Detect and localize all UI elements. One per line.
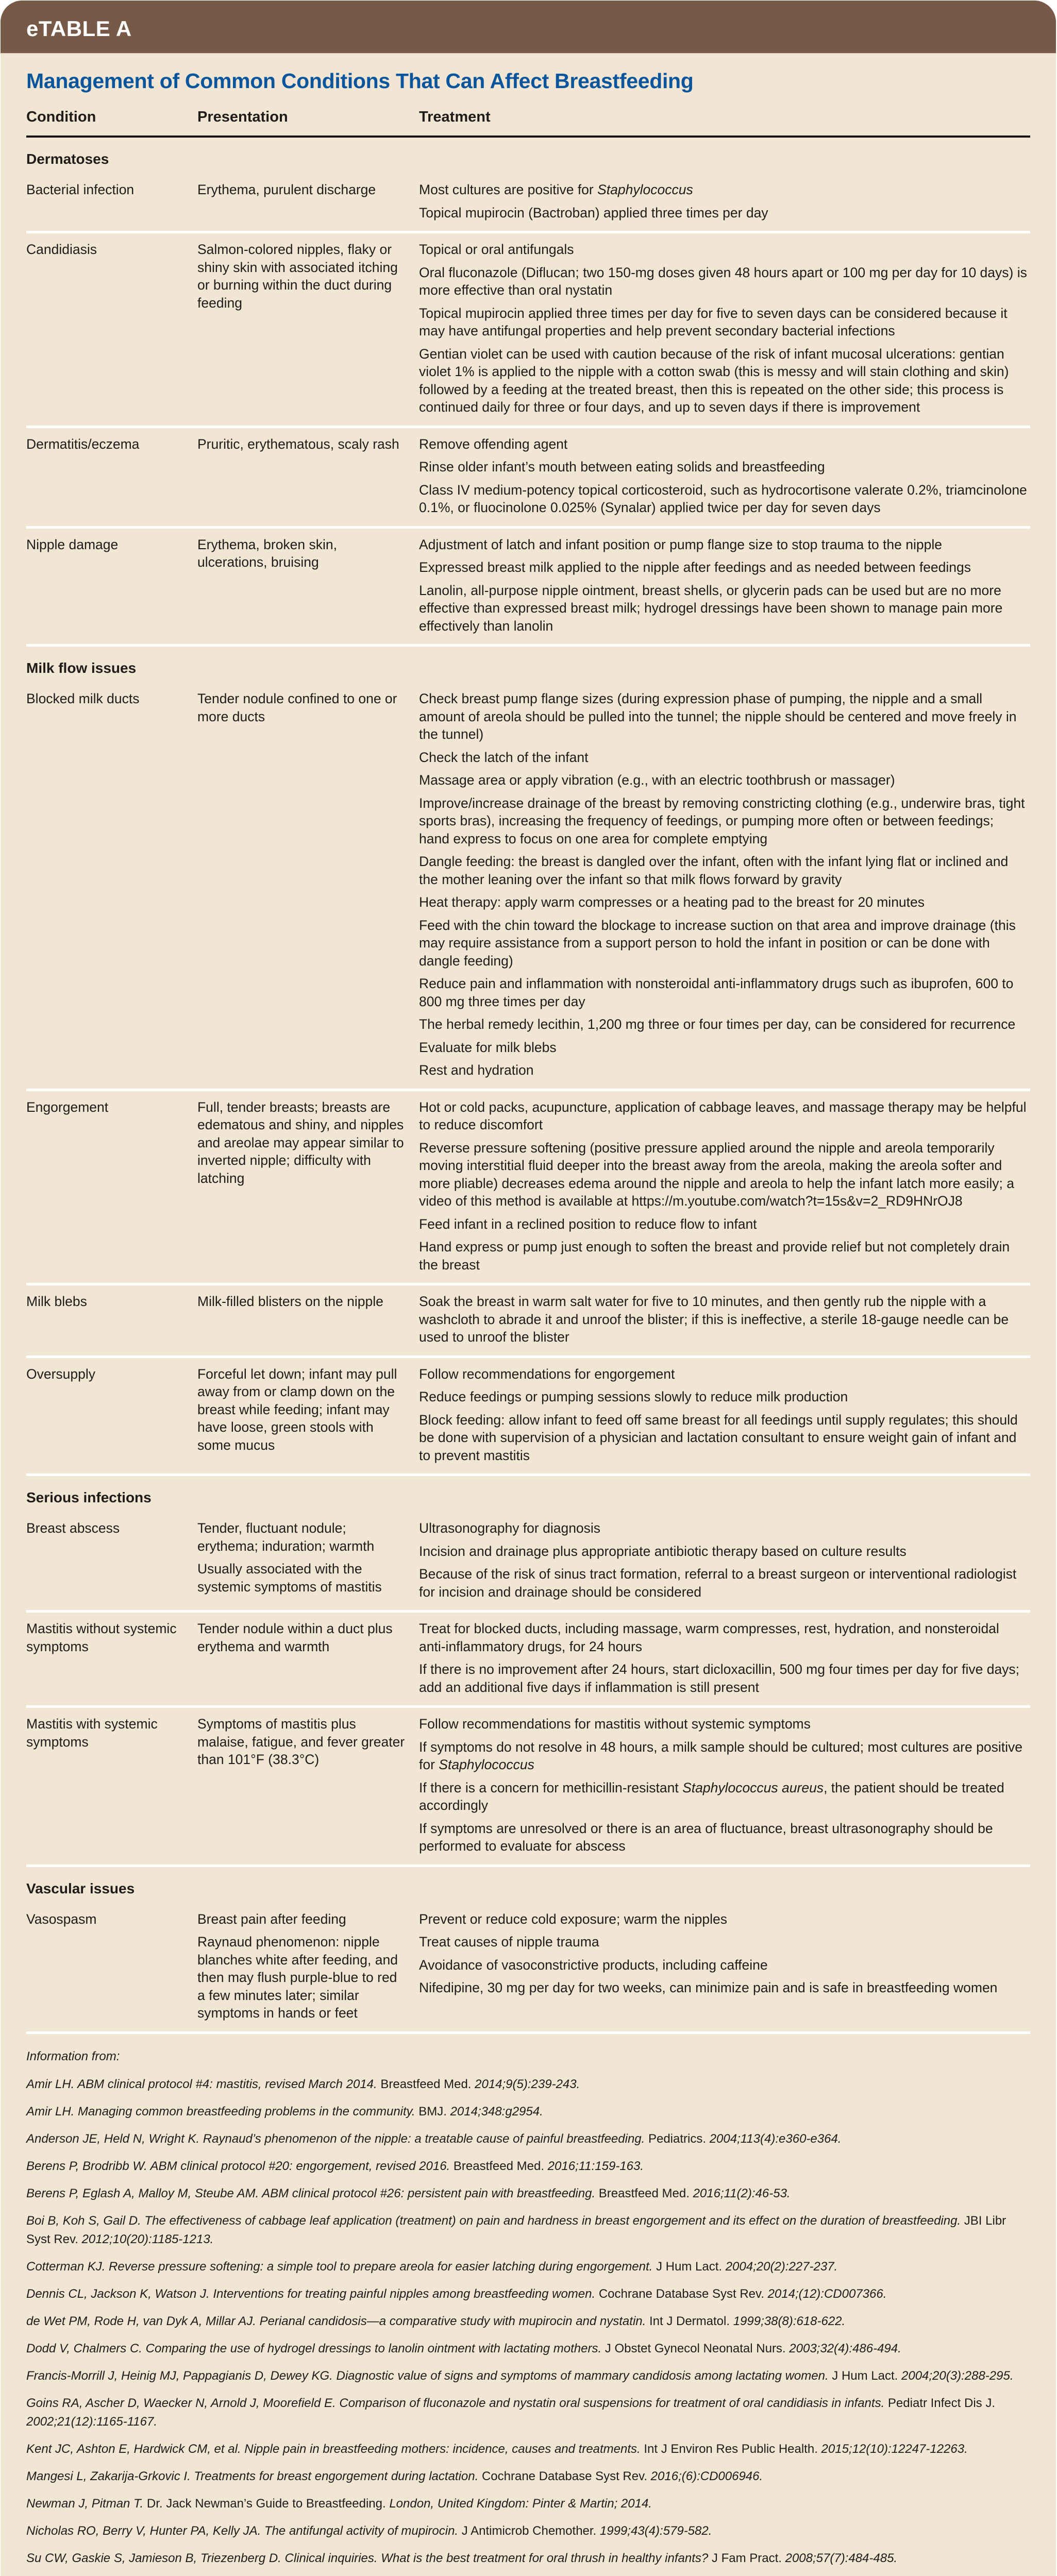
reference-item <box>26 2212 1030 2249</box>
presentation-text: Pruritic, erythematous, scaly rash <box>197 436 399 452</box>
treatment-item <box>419 1933 1030 1951</box>
treatment-item <box>419 582 1030 635</box>
treatment-item <box>419 1979 1030 1997</box>
reference-item <box>26 2549 1030 2568</box>
treatment-item <box>419 1910 1030 1928</box>
treatment-text: Follow recommendations for engorgement <box>419 1366 675 1382</box>
section-heading: Serious infections <box>26 1489 152 1505</box>
treatment-text: Feed infant in a reclined position to reduce flow to infant <box>419 1216 757 1232</box>
treatment-item <box>419 481 1030 517</box>
reference-item <box>26 2258 1030 2276</box>
treatment-text: , the patient should be treated accordingly <box>419 1780 1004 1813</box>
treatment-item <box>419 458 1030 476</box>
treatment-item <box>419 264 1030 299</box>
presentation-text: Forceful let down; infant may pull away from or clamp down on the breast while feeding; infant may have loose, green stools with some mucus <box>197 1366 397 1453</box>
reference-item <box>26 2495 1030 2513</box>
presentation-text: Raynaud phenomenon: nipple blanches white after feeding, and then may flush purple-blue to red a few minutes later; similar symptoms in hands or feet <box>197 1934 398 2021</box>
reference-italic-text: 2014;9(5):239-243. <box>475 2077 580 2091</box>
reference-text: Int J Dermatol. <box>646 2314 733 2328</box>
table-row <box>26 1357 1030 1475</box>
treatment-text: Dangle feeding: the breast is dangled over the infant, often with the infant lying flat or inclined and the mother leaning over the infant so that milk flows forward by gravity <box>419 854 1009 887</box>
reference-italic-text: Su CW, Gaskie S, Jamieson B, Triezenberg D. Clinical inquiries. What is the best treatment for oral thrush in healthy infants? <box>26 2551 709 2565</box>
reference-italic-text: Kent JC, Ashton E, Hardwick CM, et al. Nipple pain in breastfeeding mothers: incidence, causes and treatments. <box>26 2442 641 2456</box>
reference-italic-text: 2004;20(3):288-295. <box>901 2368 1014 2383</box>
presentation-text: Erythema, purulent discharge <box>197 182 376 197</box>
references-label: Information from: <box>26 2049 120 2063</box>
treatment-item <box>419 1139 1030 1210</box>
card-header <box>1 1 1056 54</box>
treatment-text: Because of the risk of sinus tract formation, referral to a breast surgeon or interventional radiologist for incision and drainage should be considered <box>419 1566 1017 1600</box>
treatment-cell <box>419 1357 1030 1475</box>
treatment-item <box>419 1215 1030 1233</box>
treatment-item <box>419 1293 1030 1346</box>
treatment-text: Rinse older infant’s mouth between eating solids and breastfeeding <box>419 459 825 474</box>
treatment-item <box>419 749 1030 767</box>
table-title: Management of Common Conditions That Can Affect Breastfeeding <box>26 69 694 93</box>
reference-item <box>26 2157 1030 2176</box>
treatment-item <box>419 1738 1030 1774</box>
treatment-item <box>419 1779 1030 1815</box>
presentation-text: Erythema, broken skin, ulcerations, bruising <box>197 536 338 570</box>
reference-text: Breastfeed Med. <box>450 2159 548 2173</box>
treatment-text: Heat therapy: apply warm compresses or a heating pad to the breast for 20 minutes <box>419 894 925 910</box>
presentation-text: Tender nodule within a duct plus erythema and warmth <box>197 1621 393 1654</box>
table-row <box>26 683 1030 1090</box>
presentation-cell <box>197 1357 419 1475</box>
reference-text: Dr. Jack Newman’s Guide to Breastfeeding. <box>143 2496 390 2511</box>
presentation-cell <box>197 232 419 427</box>
treatment-italic-text: Staphylococcus aureus <box>682 1780 824 1795</box>
table-body <box>26 137 1030 2032</box>
treatment-text: Remove offending agent <box>419 436 568 452</box>
reference-text: Cochrane Database Syst Rev. <box>478 2469 651 2483</box>
reference-italic-text: 2014;348:g2954. <box>450 2104 543 2119</box>
reference-text: Cochrane Database Syst Rev. <box>595 2286 768 2301</box>
reference-text: Pediatr Infect Dis J. <box>884 2396 995 2410</box>
reference-italic-text: Mangesi L, Zakarija-Grkovic I. Treatments for breast engorgement during lactation. <box>26 2469 479 2483</box>
treatment-cell <box>419 1284 1030 1357</box>
treatment-item <box>419 853 1030 888</box>
treatment-item <box>419 1388 1030 1406</box>
treatment-text: Treat for blocked ducts, including massage, warm compresses, rest, hydration, and nonsteroidal anti-inflammatory drugs, for 24 hours <box>419 1621 999 1654</box>
treatment-cell <box>419 1512 1030 1612</box>
table-row <box>26 527 1030 646</box>
treatment-item <box>419 1660 1030 1696</box>
treatment-text: Reduce feedings or pumping sessions slowly to reduce milk production <box>419 1389 848 1404</box>
reference-italic-text: Amir LH. ABM clinical protocol #4: mastitis, revised March 2014. <box>26 2077 377 2091</box>
presentation-text: Salmon-colored nipples, flaky or shiny skin with associated itching or burning within the duct during feeding <box>197 242 398 311</box>
reference-text: J Fam Pract. <box>708 2551 785 2565</box>
treatment-text: Follow recommendations for mastitis without systemic symptoms <box>419 1716 811 1732</box>
reference-italic-text: London, United Kingdom: Pinter & Martin; 2014. <box>389 2496 652 2511</box>
condition-cell: Bacterial infection <box>26 174 197 232</box>
section-row <box>26 646 1030 683</box>
presentation-text: Symptoms of mastitis plus malaise, fatigue, and fever greater than 101°F (38.3°C) <box>197 1716 405 1767</box>
reference-italic-text: Cotterman KJ. Reverse pressure softening: a simple tool to prepare areola for easier latching during engorgement. <box>26 2259 653 2274</box>
column-header-treatment: Treatment <box>419 108 1030 137</box>
reference-text: Pediatrics. <box>645 2131 710 2146</box>
treatment-item <box>419 536 1030 554</box>
reference-italic-text: Nicholas RO, Berry V, Hunter PA, Kelly JA. The antifungal activity of mupirocin. <box>26 2523 459 2538</box>
reference-italic-text: 2015;12(10):12247-12263. <box>821 2442 968 2456</box>
reference-italic-text: 1999;38(8):618-622. <box>733 2314 846 2328</box>
condition-cell: Dermatitis/eczema <box>26 427 197 527</box>
treatment-text: Adjustment of latch and infant position or pump flange size to stop trauma to the nipple <box>419 536 942 552</box>
reference-item <box>26 2184 1030 2203</box>
presentation-cell <box>197 1284 419 1357</box>
treatment-cell <box>419 527 1030 646</box>
treatment-item <box>419 1039 1030 1057</box>
reference-italic-text: 2014;(12):CD007366. <box>767 2286 887 2301</box>
condition-cell: Nipple damage <box>26 527 197 646</box>
treatment-item <box>419 1519 1030 1537</box>
treatment-text: Avoidance of vasoconstrictive products, including caffeine <box>419 1957 768 1973</box>
treatment-cell <box>419 1612 1030 1707</box>
presentation-cell <box>197 527 419 646</box>
reference-item <box>26 2340 1030 2358</box>
condition-cell: Vasospasm <box>26 1903 197 2033</box>
reference-italic-text: Newman J, Pitman T. <box>26 2496 144 2511</box>
reference-italic-text: Francis-Morrill J, Heinig MJ, Pappagianis D, Dewey KG. Diagnostic value of signs and symptoms of mammary candidosis among lactating women. <box>26 2368 829 2383</box>
treatment-text: Check breast pump flange sizes (during expression phase of pumping, the nipple and a small amount of areola should be pulled into the tunnel; the nipple should be centered and move freely in the tunnel) <box>419 691 1017 742</box>
treatment-text: Expressed breast milk applied to the nipple after feedings and as needed between feedings <box>419 560 971 575</box>
reference-italic-text: Goins RA, Ascher D, Waecker N, Arnold J, Moorefield E. Comparison of fluconazole and nystatin oral suspensions for treatment of oral candidiasis in infants. <box>26 2396 885 2410</box>
condition-cell: Breast abscess <box>26 1512 197 1612</box>
table-row <box>26 232 1030 427</box>
table-row <box>26 1612 1030 1707</box>
treatment-text: Treat causes of nipple trauma <box>419 1934 599 1950</box>
table-row <box>26 1512 1030 1612</box>
reference-item <box>26 2130 1030 2148</box>
reference-italic-text: Berens P, Brodribb W. ABM clinical protocol #20: engorgement, revised 2016. <box>26 2159 450 2173</box>
reference-text: Breastfeed Med. <box>595 2186 693 2200</box>
treatment-text: Feed with the chin toward the blockage to increase suction on that area and improve drainage (this may require assistance from a support person to hold the infant in position or can be done with dangle feeding) <box>419 917 1016 969</box>
treatment-text: If there is a concern for methicillin-resistant <box>419 1780 683 1795</box>
presentation-text: Full, tender breasts; breasts are edematous and shiny, and nipples and areolae may appear similar to inverted nipple; difficulty with latching <box>197 1099 404 1186</box>
treatment-italic-text: Staphylococcus <box>597 182 693 197</box>
reference-item <box>26 2467 1030 2486</box>
etable-card <box>1 1 1056 2576</box>
treatment-item <box>419 1365 1030 1383</box>
card-content <box>1 67 1056 2576</box>
reference-italic-text: 2008;57(7):484-485. <box>785 2551 898 2565</box>
treatment-item <box>419 1061 1030 1079</box>
treatment-item <box>419 975 1030 1010</box>
treatment-item <box>419 181 1030 199</box>
reference-italic-text: de Wet PM, Rode H, van Dyk A, Millar AJ. Perianal candidosis—a comparative study with mupirocin and nystatin. <box>26 2314 646 2328</box>
treatment-item <box>419 345 1030 416</box>
table-row <box>26 1707 1030 1866</box>
presentation-cell <box>197 1090 419 1284</box>
column-header-condition: Condition <box>26 108 197 137</box>
treatment-cell <box>419 174 1030 232</box>
reference-italic-text: 2004;113(4):e360-e364. <box>709 2131 842 2146</box>
reference-italic-text: 2016;11(2):46-53. <box>693 2186 791 2200</box>
reference-italic-text: 2002;21(12):1165-1167. <box>26 2414 157 2429</box>
treatment-text: Topical mupirocin (Bactroban) applied three times per day <box>419 205 768 221</box>
presentation-text: Usually associated with the systemic symptoms of mastitis <box>197 1561 382 1595</box>
treatment-text: Oral fluconazole (Diflucan; two 150-mg doses given 48 hours apart or 100 mg per day for 10 days) is more effective than oral nystatin <box>419 264 1027 298</box>
reference-italic-text: 1999;43(4):579-582. <box>599 2523 712 2538</box>
reference-italic-text: Berens P, Eglash A, Malloy M, Steube AM. ABM clinical protocol #26: persistent pain with breastfeeding. <box>26 2186 596 2200</box>
treatment-text: Gentian violet can be used with caution because of the risk of infant mucosal ulcerations: gentian violet 1% is applied to the nipple with a cotton swab (this is messy and will stain clothing and skin) followed by a feeding at the treated breast, then this is repeated on the other side; this process is continued daily for three or four days, and up to seven days if there is improvement <box>419 346 1009 415</box>
treatment-text: If symptoms do not resolve in 48 hours, a milk sample should be cultured; most cultures are positive for <box>419 1739 1022 1772</box>
reference-item <box>26 2075 1030 2094</box>
treatment-cell <box>419 1707 1030 1866</box>
reference-italic-text: Dodd V, Chalmers C. Comparing the use of hydrogel dressings to lanolin ointment with lactating mothers. <box>26 2341 602 2355</box>
table-header-row <box>26 108 1030 137</box>
presentation-cell <box>197 1612 419 1707</box>
section-row <box>26 137 1030 174</box>
treatment-text: If symptoms are unresolved or there is an area of fluctuance, breast ultrasonography should be performed to evaluate for abscess <box>419 1820 993 1854</box>
condition-cell: Oversupply <box>26 1357 197 1475</box>
treatment-text: Most cultures are positive for <box>419 182 598 197</box>
reference-item <box>26 2312 1030 2331</box>
treatment-italic-text: Staphylococcus <box>439 1757 534 1772</box>
condition-cell: Milk blebs <box>26 1284 197 1357</box>
treatment-text: Topical or oral antifungals <box>419 242 574 257</box>
treatment-item <box>419 794 1030 848</box>
conditions-table <box>26 108 1030 2034</box>
condition-cell: Candidiasis <box>26 232 197 427</box>
reference-text: Breastfeed Med. <box>377 2077 475 2091</box>
treatment-item <box>419 435 1030 453</box>
reference-italic-text: 2004;20(2):227-237. <box>725 2259 838 2274</box>
table-row <box>26 427 1030 527</box>
presentation-text: Tender nodule confined to one or more ducts <box>197 691 397 724</box>
reference-italic-text: Boi B, Koh S, Gail D. The effectiveness of cabbage leaf application (treatment) on pain and hardness in breast engorgement and its effect on the duration of breastfeeding. <box>26 2213 961 2228</box>
reference-text: J Hum Lact. <box>652 2259 726 2274</box>
reference-text: JBI Libr Syst Rev. <box>26 2213 1006 2246</box>
treatment-text: Reduce pain and inflammation with nonsteroidal anti-inflammatory drugs such as ibuprofen, 600 to 800 mg three times per day <box>419 976 1014 1009</box>
reference-italic-text: 2016;(6):CD006946. <box>650 2469 763 2483</box>
treatment-text: Evaluate for milk blebs <box>419 1039 557 1055</box>
column-header-presentation: Presentation <box>197 108 419 137</box>
treatment-item <box>419 204 1030 222</box>
reference-text: BMJ. <box>415 2104 450 2119</box>
reference-text: J Antimicrob Chemother. <box>458 2523 600 2538</box>
treatment-item <box>419 1098 1030 1134</box>
treatment-text: Rest and hydration <box>419 1062 534 1078</box>
reference-item <box>26 2367 1030 2385</box>
condition-cell: Engorgement <box>26 1090 197 1284</box>
treatment-text: Soak the breast in warm salt water for five to 10 minutes, and then gently rub the nipple with a washcloth to abrade it and unroof the blister; if this is ineffective, a sterile 18-gauge needle can be used to unroof the blister <box>419 1294 1009 1345</box>
reference-item <box>26 2522 1030 2540</box>
treatment-item <box>419 1411 1030 1465</box>
reference-item <box>26 2285 1030 2303</box>
treatment-item <box>419 1620 1030 1655</box>
treatment-text: Class IV medium-potency topical corticosteroid, such as hydrocortisone valerate 0.2%, triamcinolone 0.1%, or fluocinolone 0.025% (Synalar) applied twice per day for seven days <box>419 482 1027 515</box>
treatment-text: Reverse pressure softening (positive pressure applied around the nipple and areola temporarily moving interstitial fluid deeper into the breast away from the areola, making the areola softer and more pliable) decreases edema around the nipple and areola to help the infant latch more easily; a video of this method is available at https://m.youtube.com/watch?t=15s&v=2_RD9HNrOJ8 <box>419 1140 1014 1209</box>
treatment-cell <box>419 1090 1030 1284</box>
treatment-text: Block feeding: allow infant to feed off same breast for all feedings until supply regulates; this should be done with supervision of a physician and lactation consultant to ensure weight gain of infant and to prevent mastitis <box>419 1412 1018 1463</box>
treatment-text: Nifedipine, 30 mg per day for two weeks, can minimize pain and is safe in breastfeeding women <box>419 1980 998 1995</box>
reference-italic-text: 2012;10(20):1185-1213. <box>81 2232 214 2246</box>
etable-label: eTABLE A <box>26 16 132 41</box>
reference-item <box>26 2394 1030 2431</box>
treatment-cell <box>419 683 1030 1090</box>
reference-italic-text: Anderson JE, Held N, Wright K. Raynaud’s phenomenon of the nipple: a treatable cause of painful breastfeeding. <box>26 2131 645 2146</box>
treatment-item <box>419 1715 1030 1733</box>
treatment-cell <box>419 232 1030 427</box>
section-heading: Dermatoses <box>26 151 109 167</box>
treatment-item <box>419 558 1030 577</box>
treatment-item <box>419 690 1030 743</box>
table-row <box>26 174 1030 232</box>
section-heading: Vascular issues <box>26 1880 135 1896</box>
treatment-text: Hot or cold packs, acupuncture, application of cabbage leaves, and massage therapy may be helpful to reduce discomfort <box>419 1099 1027 1132</box>
reference-italic-text: Dennis CL, Jackson K, Watson J. Interventions for treating painful nipples among breastfeeding women. <box>26 2286 596 2301</box>
treatment-text: Check the latch of the infant <box>419 749 589 765</box>
presentation-cell <box>197 1707 419 1866</box>
references-list <box>26 2075 1030 2576</box>
treatment-item <box>419 1820 1030 1855</box>
treatment-item <box>419 893 1030 911</box>
reference-italic-text: 2016;11:159-163. <box>547 2159 644 2173</box>
section-row <box>26 1475 1030 1513</box>
condition-cell: Mastitis with systemic symptoms <box>26 1707 197 1866</box>
treatment-text: If there is no improvement after 24 hours, start dicloxacillin, 500 mg four times per day for five days; add an additional five days if inflammation is still present <box>419 1662 1020 1695</box>
table-row <box>26 1284 1030 1357</box>
treatment-item <box>419 1565 1030 1601</box>
treatment-text: Topical mupirocin applied three times per day for five to seven days can be considered because it may have antifungal properties and help prevent secondary bacterial infections <box>419 305 1008 338</box>
treatment-text: Improve/increase drainage of the breast by removing constricting clothing (e.g., underwire bras, tight sports bras), increasing the frequency of feedings, or pumping more often or between feedings; hand express to focus on one area for complete emptying <box>419 795 1025 846</box>
presentation-cell <box>197 1512 419 1612</box>
treatment-item <box>419 304 1030 340</box>
presentation-cell <box>197 174 419 232</box>
condition-cell: Mastitis without systemic symptoms <box>26 1612 197 1707</box>
treatment-item <box>419 1956 1030 1974</box>
treatment-item <box>419 1238 1030 1274</box>
treatment-item <box>419 1543 1030 1561</box>
treatment-text: Prevent or reduce cold exposure; warm the nipples <box>419 1911 728 1927</box>
presentation-text: Breast pain after feeding <box>197 1911 346 1927</box>
treatment-cell <box>419 1903 1030 2033</box>
condition-cell: Blocked milk ducts <box>26 683 197 1090</box>
treatment-text: Hand express or pump just enough to soften the breast and provide relief but not completely drain the breast <box>419 1239 1010 1273</box>
table-row <box>26 1903 1030 2033</box>
reference-text: Int J Environ Res Public Health. <box>640 2442 821 2456</box>
table-row <box>26 1090 1030 1284</box>
treatment-text: Ultrasonography for diagnosis <box>419 1520 601 1536</box>
presentation-text: Tender, fluctuant nodule; erythema; induration; warmth <box>197 1520 375 1554</box>
treatment-text: Massage area or apply vibration (e.g., with an electric toothbrush or massager) <box>419 772 895 788</box>
reference-item <box>26 2103 1030 2121</box>
treatment-text: Lanolin, all-purpose nipple ointment, breast shells, or glycerin pads can be used but are no more effective than expressed breast milk; hydrogel dressings have been shown to manage pain more effectively than lanolin <box>419 582 1003 634</box>
treatment-item <box>419 917 1030 970</box>
references <box>26 2047 1030 2576</box>
presentation-cell <box>197 427 419 527</box>
reference-text: J Hum Lact. <box>828 2368 901 2383</box>
treatment-cell <box>419 427 1030 527</box>
reference-text: J Obstet Gynecol Neonatal Nurs. <box>601 2341 790 2355</box>
section-heading: Milk flow issues <box>26 660 137 676</box>
presentation-cell <box>197 683 419 1090</box>
reference-italic-text: Amir LH. Managing common breastfeeding problems in the community. <box>26 2104 415 2119</box>
treatment-text: Incision and drainage plus appropriate antibiotic therapy based on culture results <box>419 1543 907 1559</box>
reference-item <box>26 2440 1030 2459</box>
section-row <box>26 1866 1030 1903</box>
presentation-text: Milk-filled blisters on the nipple <box>197 1294 383 1309</box>
treatment-item <box>419 771 1030 789</box>
treatment-item <box>419 1015 1030 1033</box>
treatment-text: The herbal remedy lecithin, 1,200 mg three or four times per day, can be considered for recurrence <box>419 1016 1016 1032</box>
reference-italic-text: 2003;32(4):486-494. <box>789 2341 901 2355</box>
presentation-cell <box>197 1903 419 2033</box>
treatment-item <box>419 241 1030 259</box>
